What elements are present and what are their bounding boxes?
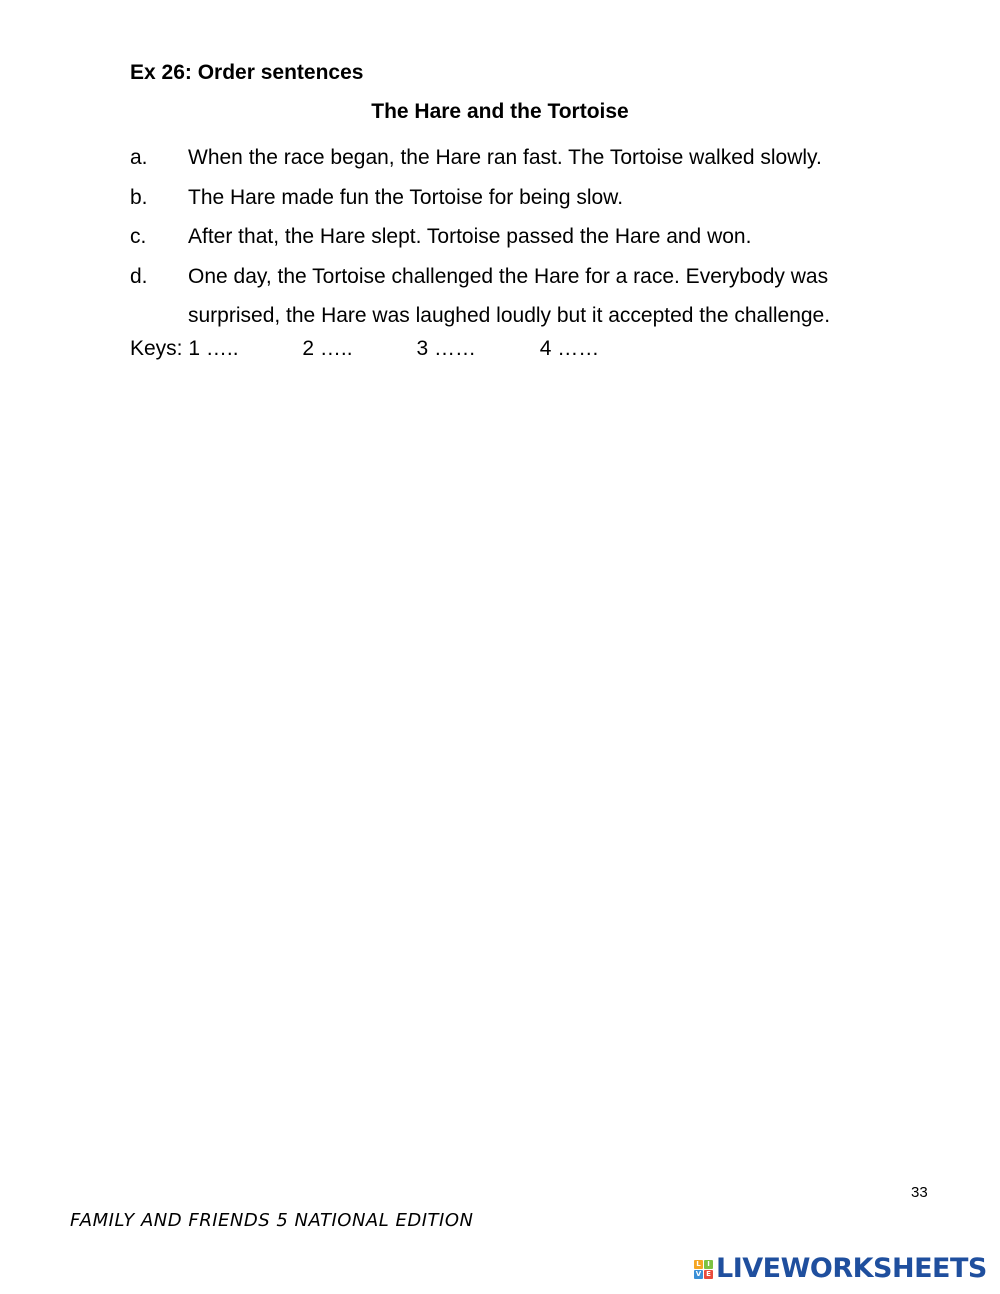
sentence-c: [130, 217, 910, 257]
key-slot-1[interactable]: 1 …..: [188, 337, 239, 360]
sentence-d: [130, 257, 910, 336]
sentence-b: [130, 178, 910, 218]
sentence-text: The Hare made fun the Tortoise for being slow.: [188, 185, 624, 209]
answer-keys: [130, 336, 599, 362]
sentence-letter: b.: [130, 185, 148, 209]
liveworksheets-logo[interactable]: [694, 1254, 987, 1284]
book-title-footer: FAMILY AND FRIENDS 5 NATIONAL EDITION: [70, 1210, 474, 1231]
liveworksheets-mark-icon: [694, 1260, 713, 1279]
sentence-text: After that, the Hare slept. Tortoise passed the Hare and won.: [188, 225, 752, 248]
sentence-list: [130, 138, 910, 336]
key-slot-2[interactable]: 2 …..: [302, 337, 353, 360]
sentence-letter: c.: [130, 225, 147, 248]
exercise-title: Ex 26: Order sentences: [130, 61, 364, 84]
sentence-letter: d.: [130, 264, 148, 288]
sentence-letter: a.: [130, 146, 148, 169]
key-slot-3[interactable]: 3 ……: [416, 337, 476, 360]
mark-cell: I: [704, 1260, 713, 1269]
sentence-a: [130, 138, 910, 178]
mark-cell: E: [704, 1270, 713, 1279]
story-title: The Hare and the Tortoise: [371, 100, 629, 123]
key-slot-4[interactable]: 4 ……: [539, 337, 600, 360]
sentence-text: One day, the Tortoise challenged the Hare for a race. Everybody was surprised, the Hare was laughed loudly but it accepted the challenge.: [188, 264, 831, 327]
mark-cell: L: [694, 1260, 703, 1269]
sentence-text: When the race began, the Hare ran fast. The Tortoise walked slowly.: [188, 146, 822, 169]
page-number: 33: [911, 1184, 928, 1201]
mark-cell: V: [695, 1269, 702, 1278]
logo-text: LIVEWORKSHEETS: [716, 1253, 987, 1284]
keys-label: Keys:: [130, 337, 183, 360]
